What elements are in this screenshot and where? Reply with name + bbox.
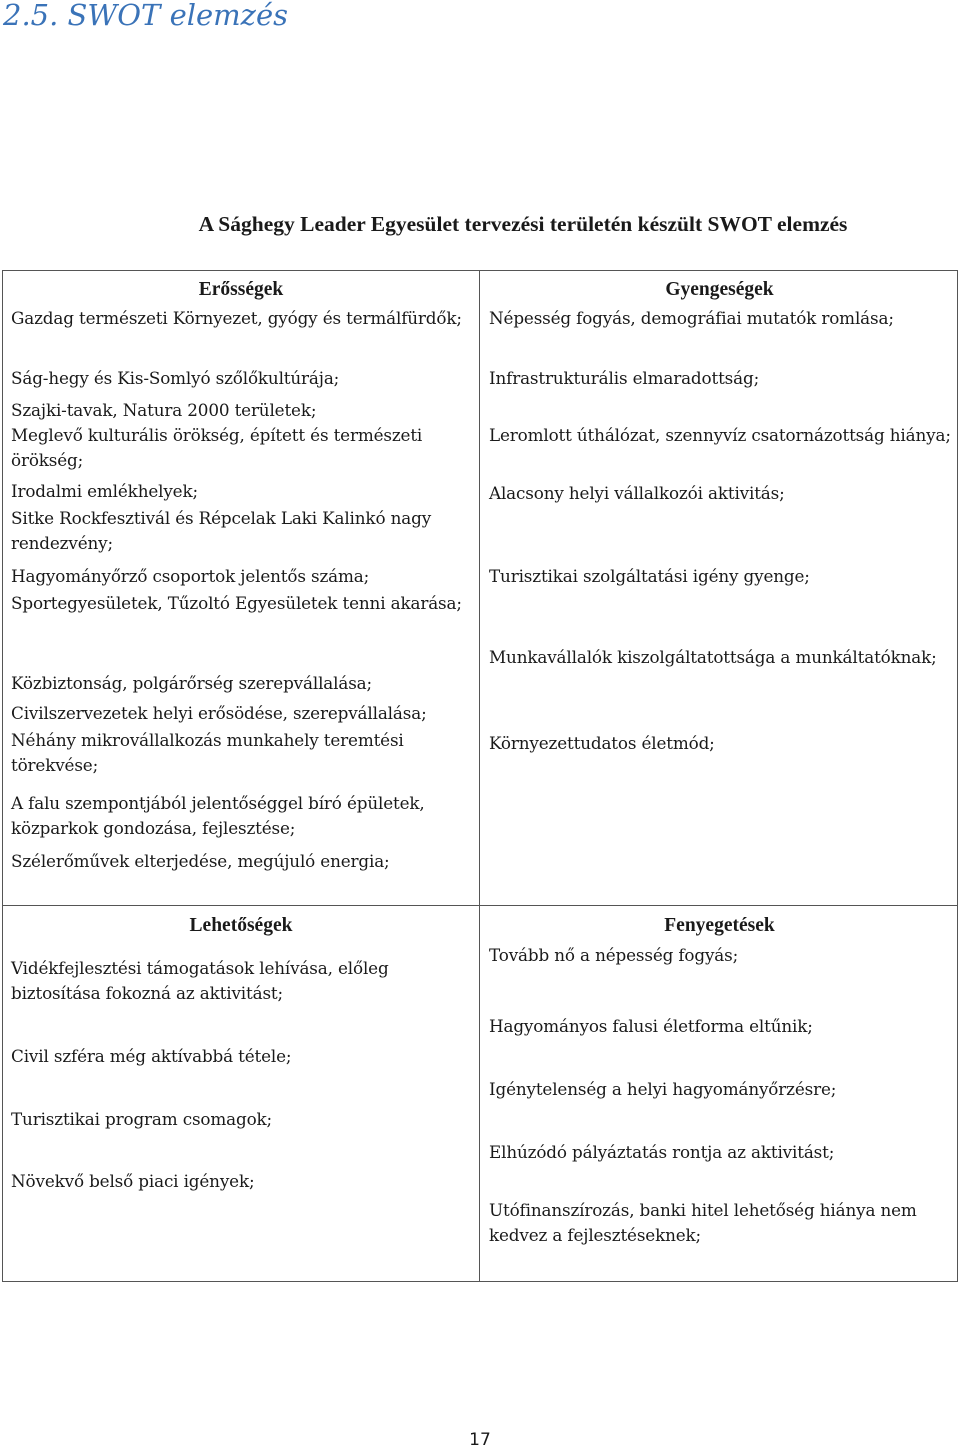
- opportunity-item: Vidékfejlesztési támogatások lehívása, előleg biztosítása fokozná az aktivitást;: [11, 958, 389, 1003]
- strength-item: Irodalmi emlékhelyek;: [11, 481, 198, 501]
- strength-item: Civilszervezetek helyi erősödése, szerepvállalása;: [11, 703, 427, 723]
- opportunity-item: Civil szféra még aktívabbá tétele;: [11, 1046, 292, 1066]
- strength-item: Ság-hegy és Kis-Somlyó szőlőkultúrája;: [11, 368, 340, 388]
- strengths-header: Erősségek: [198, 279, 284, 300]
- opportunity-item: Turisztikai program csomagok;: [11, 1109, 273, 1129]
- weakness-item: Környezettudatos életmód;: [489, 733, 715, 753]
- column-divider: [479, 271, 480, 1281]
- strength-item: Sportegyesületek, Tűzoltó Egyesületek tenni akarása;: [11, 593, 462, 613]
- opportunity-item: Növekvő belső piaci igények;: [11, 1171, 255, 1191]
- section-heading: 2.5. SWOT elemzés: [3, 0, 288, 32]
- threat-item: Tovább nő a népesség fogyás;: [489, 945, 739, 965]
- threats-header: Fenyegetések: [664, 915, 775, 936]
- weakness-item: Alacsony helyi vállalkozói aktivitás;: [489, 483, 785, 503]
- page-number: 17: [469, 1430, 491, 1450]
- row-divider: [3, 905, 957, 906]
- weakness-item: Leromlott úthálózat, szennyvíz csatornázottság hiánya;: [489, 425, 951, 445]
- threat-item: Igénytelenség a helyi hagyományőrzésre;: [489, 1079, 837, 1099]
- strength-item: Szajki-tavak, Natura 2000 területek;: [11, 400, 317, 420]
- threat-item: Utófinanszírozás, banki hitel lehetőség hiánya nem kedvez a fejlesztéseknek;: [489, 1200, 917, 1245]
- threat-item: Elhúzódó pályáztatás rontja az aktivitást;: [489, 1142, 835, 1162]
- strength-item: Szélerőművek elterjedése, megújuló energia;: [11, 851, 390, 871]
- strength-item: Néhány mikrovállalkozás munkahely teremtési törekvése;: [11, 730, 404, 775]
- weakness-item: Munkavállalók kiszolgáltatottsága a munkáltatóknak;: [489, 647, 937, 667]
- weakness-item: Infrastrukturális elmaradottság;: [489, 368, 760, 388]
- opportunities-header: Lehetőségek: [189, 915, 293, 936]
- strength-item: Közbiztonság, polgárőrség szerepvállalása;: [11, 673, 373, 693]
- strength-item: A falu szempontjából jelentőséggel bíró épületek, közparkok gondozása, fejlesztése;: [11, 793, 425, 838]
- threat-item: Hagyományos falusi életforma eltűnik;: [489, 1016, 813, 1036]
- strength-item: Hagyományőrző csoportok jelentős száma;: [11, 566, 370, 586]
- weakness-item: Népesség fogyás, demográfiai mutatók romlása;: [489, 308, 894, 328]
- weaknesses-header: Gyengeségek: [665, 279, 774, 300]
- swot-table: [2, 270, 958, 1282]
- document-title: A Sághegy Leader Egyesület tervezési területén készült SWOT elemzés: [198, 212, 848, 236]
- strength-item: Gazdag természeti Környezet, gyógy és termálfürdők;: [11, 308, 462, 328]
- weakness-item: Turisztikai szolgáltatási igény gyenge;: [489, 566, 810, 586]
- strength-item: Sitke Rockfesztivál és Répcelak Laki Kalinkó nagy rendezvény;: [11, 508, 432, 553]
- strength-item: Meglevő kulturális örökség, épített és természeti örökség;: [11, 425, 423, 470]
